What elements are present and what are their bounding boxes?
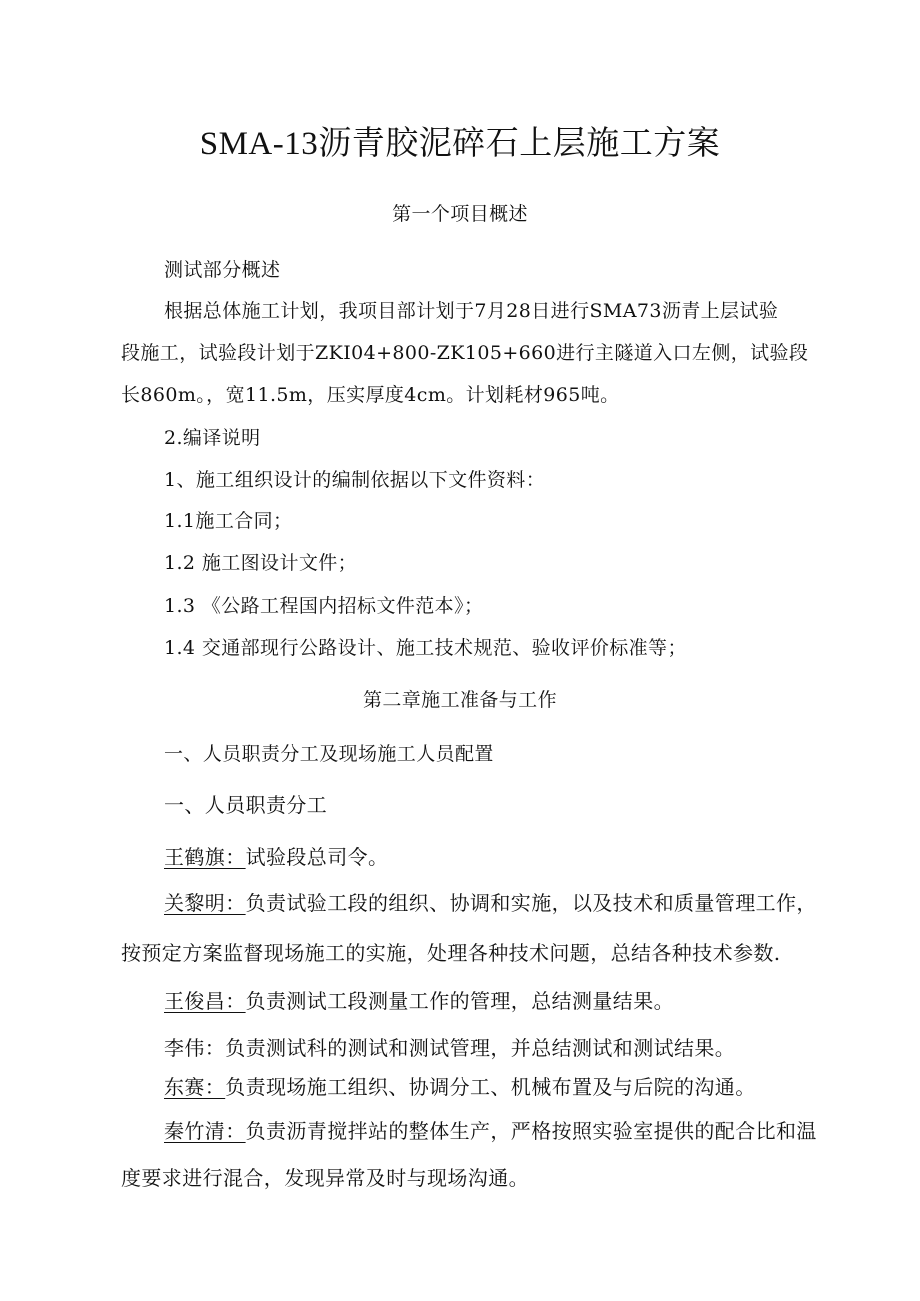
staff-duty: 负责沥青搅拌站的整体生产，严格按照实验室提供的配合比和温 — [245, 1119, 817, 1143]
chapter1-heading: 第一个项目概述 — [392, 203, 528, 225]
staff-name: 王俊昌： — [164, 989, 246, 1013]
staff-duty: 负责测试工段测量工作的管理，总结测量结果。 — [245, 989, 675, 1013]
chapter2-heading: 第二章施工准备与工作 — [362, 689, 557, 711]
overview-paragraph-line: 长860m。，宽11.5m，压实厚度4cm。计划耗材965吨。 — [121, 384, 620, 406]
overview-paragraph-line: 段施工，试验段计划于ZKI04+800-ZK105+660进行主隧道入口左侧，试验段 — [121, 342, 809, 364]
section-overview-heading: 测试部分概述 — [164, 259, 281, 281]
staff-name: 东赛： — [164, 1075, 226, 1099]
section-compile-heading: 2.编译说明 — [164, 427, 261, 449]
staff-duty: 负责试验工段的组织、协调和实施，以及技术和质量管理工作， — [245, 891, 817, 915]
basis-item: 1.1施工合同； — [164, 510, 293, 532]
staff-name: 关黎明： — [164, 891, 246, 915]
staff-entry — [164, 1036, 735, 1060]
staff-entry — [164, 989, 674, 1013]
staff-config-heading: 一、人员职责分工及现场施工人员配置 — [164, 743, 494, 765]
staff-entry — [164, 1075, 756, 1099]
staff-duty: 负责测试科的测试和测试管理，并总结测试和测试结果。 — [225, 1036, 736, 1060]
document-title: SMA-13沥青胶泥碎石上层施工方案 — [199, 126, 721, 162]
compile-basis-intro: 1、施工组织设计的编制依据以下文件资料： — [164, 469, 546, 491]
staff-name: 李伟： — [164, 1036, 226, 1060]
staff-duty-heading: 一、人员职责分工 — [164, 793, 328, 817]
staff-name: 秦竹清： — [164, 1119, 246, 1143]
staff-duty: 试验段总司令。 — [245, 845, 389, 869]
staff-duty: 负责现场施工组织、协调分工、机械布置及与后院的沟通。 — [225, 1075, 756, 1099]
basis-item: 1.2 施工图设计文件； — [164, 552, 358, 574]
overview-paragraph-line: 根据总体施工计划，我项目部计划于7月28日进行SMA73沥青上层试验 — [164, 300, 779, 322]
basis-item: 1.3 《公路工程国内招标文件范本》； — [164, 595, 484, 617]
staff-entry — [164, 1119, 817, 1143]
staff-duty-continuation: 度要求进行混合，发现异常及时与现场沟通。 — [121, 1166, 529, 1190]
staff-name: 王鹤旗： — [164, 845, 246, 869]
basis-item: 1.4 交通部现行公路设计、施工技术规范、验收评价标准等； — [164, 637, 687, 659]
staff-entry — [164, 891, 817, 915]
staff-entry — [164, 845, 388, 869]
staff-duty-continuation: 按预定方案监督现场施工的实施，处理各种技术问题，总结各种技术参数. — [121, 941, 781, 965]
